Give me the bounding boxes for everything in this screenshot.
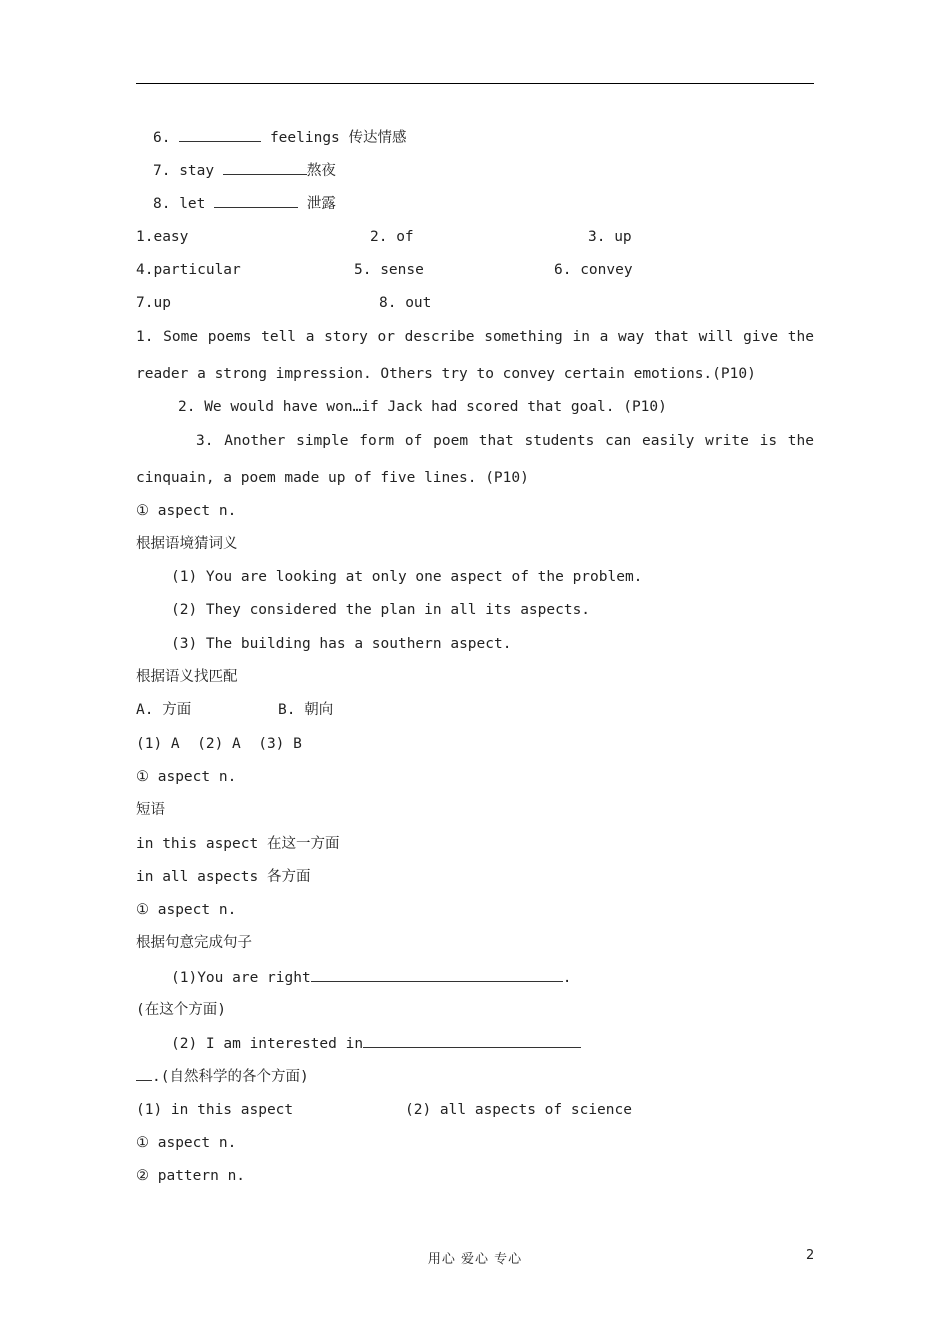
word-heading: ① aspect n.	[136, 902, 237, 918]
answer-4: 4.particular	[136, 262, 241, 278]
section-title: 短语	[136, 802, 165, 818]
sentence-3-line-1: 3. Another simple form of poem that students can easily write is the	[196, 433, 814, 449]
phrase-2: in all aspects 各方面	[136, 869, 311, 885]
sentence-1-line-2: reader a strong impression. Others try to convey certain emotions.(P10)	[136, 366, 756, 382]
word-heading: ② pattern n.	[136, 1168, 246, 1184]
section-title: 根据语境猜词义	[136, 536, 238, 552]
page-footer: 用心 爱心 专心	[427, 1252, 523, 1267]
answer-1: 1.easy	[136, 229, 189, 245]
section-title: 根据句意完成句子	[136, 935, 252, 951]
example-3: (3) The building has a southern aspect.	[171, 636, 512, 652]
question-2: (2) I am interested in	[171, 1033, 581, 1054]
word-heading: ① aspect n.	[136, 503, 237, 519]
complete-answer-2: (2) all aspects of science	[405, 1102, 632, 1118]
answer-8: 8. out	[379, 295, 432, 311]
complete-answer-1: (1) in this aspect	[136, 1102, 294, 1118]
header-rule	[136, 83, 814, 84]
question-2-hint: .(自然科学的各个方面)	[136, 1066, 309, 1087]
vocab-item-7: 7. stay 熬夜	[153, 160, 336, 181]
question-1: (1)You are right .	[171, 967, 571, 988]
answer-6: 6. convey	[554, 262, 633, 278]
answer-2: 2. of	[370, 229, 414, 245]
word-heading: ① aspect n.	[136, 769, 237, 785]
blank	[214, 193, 298, 208]
match-answer: (1) A (2) A (3) B	[136, 736, 302, 752]
option-b: B. 朝向	[278, 702, 334, 718]
example-2: (2) They considered the plan in all its aspects.	[171, 602, 591, 618]
vocab-item-8: 8. let 泄露	[153, 193, 336, 214]
answer-5: 5. sense	[354, 262, 424, 278]
phrase-1: in this aspect 在这一方面	[136, 836, 340, 852]
answer-3: 3. up	[588, 229, 632, 245]
word-heading: ① aspect n.	[136, 1135, 237, 1151]
blank	[179, 127, 261, 142]
answer-7: 7.up	[136, 295, 171, 311]
vocab-item-6: 6. feelings 传达情感	[153, 127, 407, 148]
sentence-3-line-2: cinquain, a poem made up of five lines. (P10)	[136, 470, 529, 486]
page-number: 2	[806, 1248, 815, 1263]
question-1-hint: (在这个方面)	[136, 1002, 226, 1018]
section-title: 根据语义找匹配	[136, 669, 238, 685]
example-1: (1) You are looking at only one aspect of the problem.	[171, 569, 643, 585]
blank	[363, 1033, 581, 1048]
blank	[223, 160, 307, 175]
option-a: A. 方面	[136, 702, 192, 718]
sentence-2: 2. We would have won…if Jack had scored that goal. (P10)	[178, 399, 667, 415]
blank	[311, 967, 563, 982]
sentence-1-line-1: 1. Some poems tell a story or describe something in a way that will give the	[136, 329, 814, 345]
blank	[136, 1066, 152, 1081]
